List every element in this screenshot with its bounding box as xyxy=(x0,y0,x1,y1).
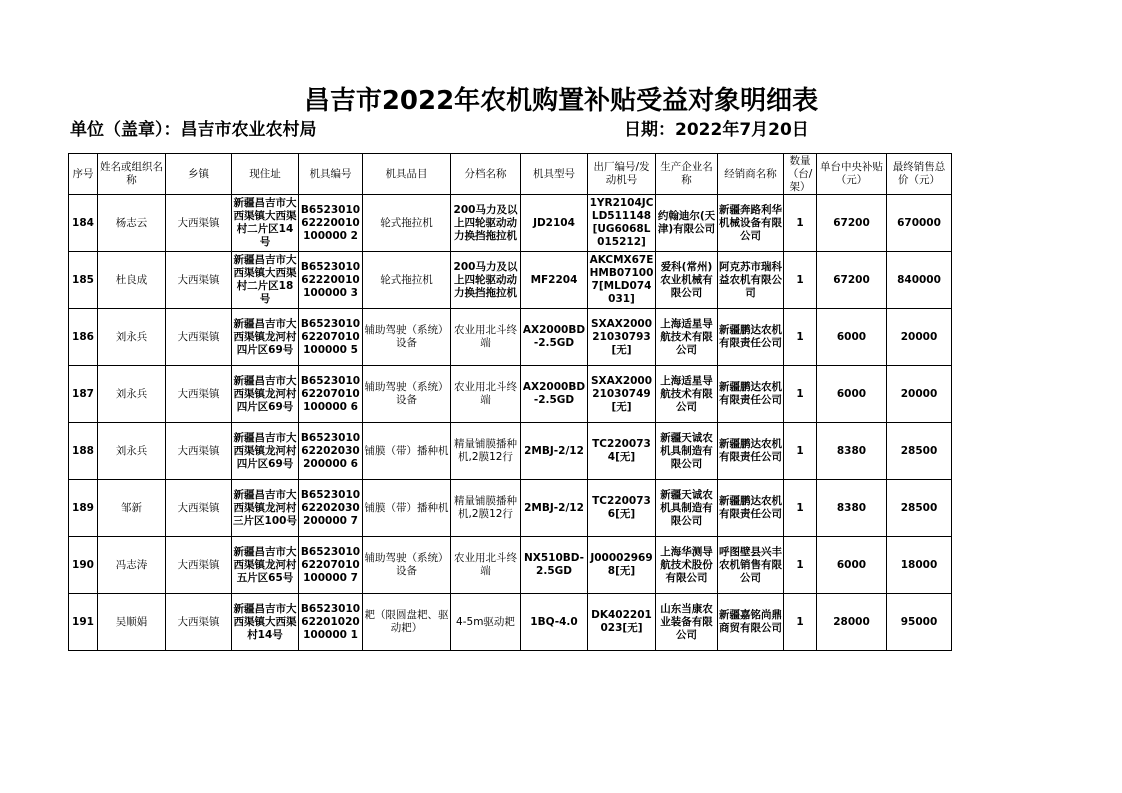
cell-manufacturer: 新疆天诚农机具制造有限公司 xyxy=(656,480,718,537)
cell-price: 28500 xyxy=(887,423,952,480)
col-header: 机具品目 xyxy=(363,154,451,195)
date-label: 日期：2022年7月20日 xyxy=(624,120,809,140)
document-title: 昌吉市2022年农机购置补贴受益对象明细表 xyxy=(303,86,819,116)
col-header: 机具型号 xyxy=(521,154,588,195)
cell-address: 新疆昌吉市大西渠镇龙河村四片区69号 xyxy=(232,309,299,366)
cell-grade: 200马力及以上四轮驱动动力换挡拖拉机 xyxy=(451,252,521,309)
cell-manufacturer: 上海华测导航技术股份有限公司 xyxy=(656,537,718,594)
cell-category: 辅助驾驶（系统）设备 xyxy=(363,309,451,366)
table-row xyxy=(69,423,952,480)
cell-manufacturer: 上海适星导航技术有限公司 xyxy=(656,366,718,423)
cell-name: 冯志涛 xyxy=(98,537,166,594)
cell-serial: 1YR2104JCLD511148[UG6068L015212] xyxy=(588,195,656,252)
cell-dealer: 新疆鹏达农机有限责任公司 xyxy=(718,366,784,423)
col-header: 单台中央补贴（元） xyxy=(817,154,887,195)
col-header: 机具编号 xyxy=(299,154,363,195)
table-row xyxy=(69,195,952,252)
cell-dealer: 新疆鹏达农机有限责任公司 xyxy=(718,423,784,480)
cell-township: 大西渠镇 xyxy=(166,480,232,537)
cell-serial: DK402201023[无] xyxy=(588,594,656,651)
cell-address: 新疆昌吉市大西渠镇大西渠村二片区14号 xyxy=(232,195,299,252)
cell-category: 铺膜（带）播种机 xyxy=(363,480,451,537)
cell-address: 新疆昌吉市大西渠镇大西渠村14号 xyxy=(232,594,299,651)
cell-price: 28500 xyxy=(887,480,952,537)
unit-label: 单位（盖章）：昌吉市农业农村局 xyxy=(70,120,317,140)
cell-quantity: 1 xyxy=(784,195,817,252)
cell-township: 大西渠镇 xyxy=(166,195,232,252)
cell-manufacturer: 约翰迪尔(天津)有限公司 xyxy=(656,195,718,252)
col-header: 乡镇 xyxy=(166,154,232,195)
cell-category: 辅助驾驶（系统）设备 xyxy=(363,366,451,423)
col-header: 出厂编号/发动机号 xyxy=(588,154,656,195)
cell-price: 840000 xyxy=(887,252,952,309)
cell-township: 大西渠镇 xyxy=(166,594,232,651)
cell-machine-id: B652301062220010100000 2 xyxy=(299,195,363,252)
cell-subsidy: 6000 xyxy=(817,537,887,594)
cell-township: 大西渠镇 xyxy=(166,252,232,309)
cell-subsidy: 8380 xyxy=(817,423,887,480)
cell-serial: SXAX200021030793[无] xyxy=(588,309,656,366)
cell-model: AX2000BD-2.5GD xyxy=(521,309,588,366)
cell-serial: SXAX200021030749[无] xyxy=(588,366,656,423)
cell-manufacturer: 爱科(常州)农业机械有限公司 xyxy=(656,252,718,309)
cell-name: 刘永兵 xyxy=(98,309,166,366)
table-row xyxy=(69,594,952,651)
cell-dealer: 阿克苏市瑞科益农机有限公司 xyxy=(718,252,784,309)
cell-dealer: 新疆嘉铭尚鼎商贸有限公司 xyxy=(718,594,784,651)
cell-quantity: 1 xyxy=(784,423,817,480)
cell-quantity: 1 xyxy=(784,366,817,423)
table-row xyxy=(69,252,952,309)
cell-dealer: 新疆鹏达农机有限责任公司 xyxy=(718,480,784,537)
cell-price: 20000 xyxy=(887,309,952,366)
cell-grade: 精量铺膜播种机,2膜12行 xyxy=(451,423,521,480)
subsidy-table xyxy=(68,153,952,651)
col-header: 现住址 xyxy=(232,154,299,195)
cell-machine-id: B652301062201020100000 1 xyxy=(299,594,363,651)
col-header: 最终销售总价（元） xyxy=(887,154,952,195)
cell-quantity: 1 xyxy=(784,480,817,537)
cell-machine-id: B652301062202030200000 6 xyxy=(299,423,363,480)
cell-name: 刘永兵 xyxy=(98,423,166,480)
cell-manufacturer: 新疆天诚农机具制造有限公司 xyxy=(656,423,718,480)
cell-township: 大西渠镇 xyxy=(166,309,232,366)
cell-model: MF2204 xyxy=(521,252,588,309)
cell-grade: 农业用北斗终端 xyxy=(451,366,521,423)
cell-category: 轮式拖拉机 xyxy=(363,252,451,309)
cell-manufacturer: 上海适星导航技术有限公司 xyxy=(656,309,718,366)
cell-quantity: 1 xyxy=(784,252,817,309)
cell-subsidy: 6000 xyxy=(817,366,887,423)
cell-machine-id: B652301062220010100000 3 xyxy=(299,252,363,309)
table-row xyxy=(69,309,952,366)
cell-grade: 4-5m驱动耙 xyxy=(451,594,521,651)
cell-dealer: 新疆鹏达农机有限责任公司 xyxy=(718,309,784,366)
cell-serial: J000029698[无] xyxy=(588,537,656,594)
table-row xyxy=(69,480,952,537)
cell-township: 大西渠镇 xyxy=(166,366,232,423)
cell-name: 吴顺娟 xyxy=(98,594,166,651)
cell-machine-id: B652301062207010100000 7 xyxy=(299,537,363,594)
cell-index: 184 xyxy=(69,195,98,252)
cell-subsidy: 67200 xyxy=(817,252,887,309)
cell-index: 185 xyxy=(69,252,98,309)
cell-category: 铺膜（带）播种机 xyxy=(363,423,451,480)
cell-grade: 农业用北斗终端 xyxy=(451,309,521,366)
col-header: 分档名称 xyxy=(451,154,521,195)
cell-machine-id: B652301062202030200000 7 xyxy=(299,480,363,537)
col-header: 生产企业名称 xyxy=(656,154,718,195)
cell-quantity: 1 xyxy=(784,309,817,366)
cell-index: 190 xyxy=(69,537,98,594)
col-header: 数量（台/架） xyxy=(784,154,817,195)
table-row xyxy=(69,366,952,423)
cell-machine-id: B652301062207010100000 6 xyxy=(299,366,363,423)
cell-quantity: 1 xyxy=(784,594,817,651)
cell-name: 杨志云 xyxy=(98,195,166,252)
cell-model: AX2000BD-2.5GD xyxy=(521,366,588,423)
cell-address: 新疆昌吉市大西渠镇龙河村四片区69号 xyxy=(232,423,299,480)
cell-subsidy: 6000 xyxy=(817,309,887,366)
cell-quantity: 1 xyxy=(784,537,817,594)
cell-subsidy: 28000 xyxy=(817,594,887,651)
cell-subsidy: 67200 xyxy=(817,195,887,252)
cell-price: 95000 xyxy=(887,594,952,651)
cell-index: 188 xyxy=(69,423,98,480)
cell-name: 邹新 xyxy=(98,480,166,537)
cell-model: NX510BD-2.5GD xyxy=(521,537,588,594)
cell-dealer: 呼图壁县兴丰农机销售有限公司 xyxy=(718,537,784,594)
cell-machine-id: B652301062207010100000 5 xyxy=(299,309,363,366)
col-header: 经销商名称 xyxy=(718,154,784,195)
cell-serial: TC2200736[无] xyxy=(588,480,656,537)
cell-category: 辅助驾驶（系统）设备 xyxy=(363,537,451,594)
table-row xyxy=(69,537,952,594)
cell-grade: 200马力及以上四轮驱动动力换挡拖拉机 xyxy=(451,195,521,252)
cell-grade: 农业用北斗终端 xyxy=(451,537,521,594)
cell-serial: TC2200734[无] xyxy=(588,423,656,480)
cell-manufacturer: 山东当康农业装备有限公司 xyxy=(656,594,718,651)
cell-index: 187 xyxy=(69,366,98,423)
cell-dealer: 新疆奔路利华机械设备有限公司 xyxy=(718,195,784,252)
cell-subsidy: 8380 xyxy=(817,480,887,537)
cell-index: 186 xyxy=(69,309,98,366)
cell-grade: 精量铺膜播种机,2膜12行 xyxy=(451,480,521,537)
cell-price: 20000 xyxy=(887,366,952,423)
cell-address: 新疆昌吉市大西渠镇龙河村五片区65号 xyxy=(232,537,299,594)
header-row xyxy=(69,154,952,195)
col-header: 序号 xyxy=(69,154,98,195)
cell-address: 新疆昌吉市大西渠镇大西渠村二片区18号 xyxy=(232,252,299,309)
cell-serial: AKCMX67EHMB071007[MLD074031] xyxy=(588,252,656,309)
cell-index: 189 xyxy=(69,480,98,537)
cell-address: 新疆昌吉市大西渠镇龙河村三片区100号 xyxy=(232,480,299,537)
cell-model: 2MBJ-2/12 xyxy=(521,480,588,537)
cell-category: 耙（限圆盘耙、驱动耙） xyxy=(363,594,451,651)
cell-price: 18000 xyxy=(887,537,952,594)
cell-township: 大西渠镇 xyxy=(166,537,232,594)
cell-township: 大西渠镇 xyxy=(166,423,232,480)
cell-model: 2MBJ-2/12 xyxy=(521,423,588,480)
cell-category: 轮式拖拉机 xyxy=(363,195,451,252)
cell-name: 杜良成 xyxy=(98,252,166,309)
cell-model: JD2104 xyxy=(521,195,588,252)
col-header: 姓名或组织名称 xyxy=(98,154,166,195)
cell-index: 191 xyxy=(69,594,98,651)
cell-model: 1BQ-4.0 xyxy=(521,594,588,651)
cell-price: 670000 xyxy=(887,195,952,252)
cell-name: 刘永兵 xyxy=(98,366,166,423)
cell-address: 新疆昌吉市大西渠镇龙河村四片区69号 xyxy=(232,366,299,423)
